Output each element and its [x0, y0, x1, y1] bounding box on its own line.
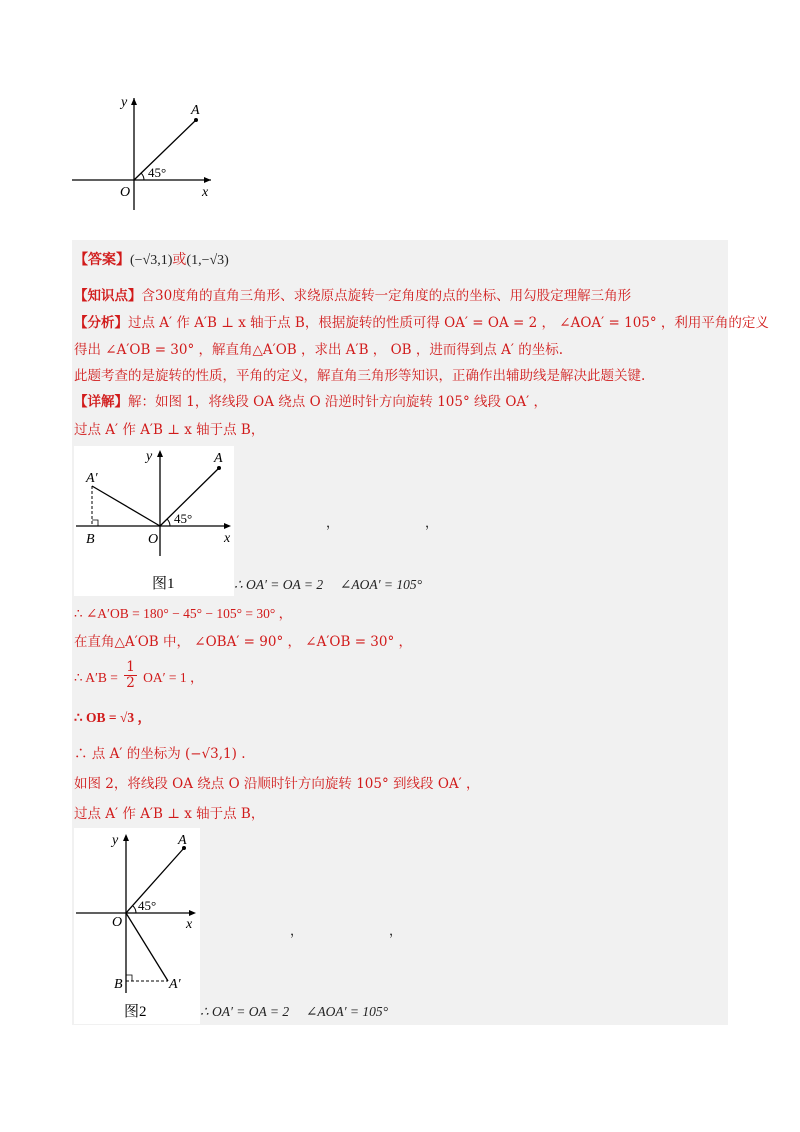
fig2-caption: 图2 — [124, 1004, 147, 1020]
figure-2 — [74, 828, 200, 1024]
fig2-x-label: x — [186, 917, 193, 932]
x-axis-arrow — [204, 177, 211, 183]
detail-line-fig2: 如图 2，将线段 OA 绕点 O 沿顺时针方向旋转 105° 到线段 OA′ ， — [74, 776, 480, 792]
step-3-fraction — [124, 660, 137, 691]
fig2-comma-c: ， — [290, 924, 304, 939]
fig1-point-a-dot — [217, 466, 221, 470]
fig2-comma-d: ， — [389, 924, 403, 939]
knowledge-text: 含30度角的直角三角形、求绕原点旋转一定角度的点的坐标、用勾股定理解三角形 — [141, 288, 632, 304]
point-a-label: A — [191, 103, 200, 118]
fig1-angle-label: 45° — [174, 511, 193, 526]
origin-label: O — [120, 185, 131, 200]
fig1-origin-label: O — [148, 532, 159, 547]
step-3-right: OA′ = 1 ， — [143, 670, 204, 685]
angle-arc — [141, 173, 144, 180]
x-label: x — [202, 185, 209, 200]
fig2-y-label: y — [112, 833, 119, 848]
fig1-a-prime-label: A′ — [86, 471, 98, 486]
fig1-angle-arc — [167, 519, 170, 526]
analysis-tag: 【分析】 — [74, 315, 128, 331]
figure-1-svg — [74, 446, 234, 596]
step-3-denominator: 2 — [126, 675, 135, 691]
figure-top — [66, 92, 226, 216]
detail-line-1 — [74, 392, 547, 412]
detail-line-fig2b: 过点 A′ 作 A′B ⊥ x 轴于点 B， — [74, 806, 265, 822]
figure-2-svg — [74, 828, 200, 1024]
analysis-line-2 — [74, 340, 563, 360]
fig1-x-label: x — [224, 531, 231, 546]
fig1-a-label: A — [214, 451, 223, 466]
answer-connector: 或 — [172, 252, 187, 268]
point-a-dot — [194, 118, 198, 122]
step-3-numerator: 1 — [126, 659, 135, 675]
fig2-segment-oa-prime — [126, 913, 168, 981]
fig1-equation: ∴ OA′ = OA = 2 ∠AOA′ = 105° — [234, 577, 423, 592]
fig1-x-arrow — [224, 523, 231, 529]
fig2-angle-arc — [133, 906, 136, 913]
figure-1 — [74, 446, 234, 596]
fig1-segment-oa-prime — [92, 486, 160, 526]
fig2-b-label: B — [114, 977, 123, 992]
y-label: y — [121, 95, 128, 110]
fig1-y-label: y — [146, 449, 153, 464]
fig2-right-angle-mark — [126, 975, 132, 981]
step-3 — [74, 660, 204, 694]
answer-line — [74, 250, 229, 271]
answer-value-2: (1,−√3) — [186, 253, 229, 268]
step-3-left: ∴ A′B = — [74, 670, 118, 685]
analysis-text-2: 得出 ∠A′OB = 30° ，解直角△A′OB ，求出 A′B ， OB ，进而得到点 A′ 的坐标. — [74, 342, 564, 358]
y-axis-arrow — [131, 98, 137, 105]
angle-label: 45° — [148, 165, 167, 180]
detail-tag: 【详解】 — [74, 394, 128, 410]
detail-text-1: 解：如图 1，将线段 OA 绕点 O 沿逆时针方向旋转 105° 线段 OA′ ， — [128, 394, 547, 410]
knowledge-tag: 【知识点】 — [74, 288, 142, 304]
fig2-angle-label: 45° — [138, 898, 157, 913]
answer-value-1: (−√3,1) — [130, 253, 173, 268]
fig2-origin-label: O — [112, 915, 123, 930]
step-4: ∴ OB = √3 ， — [74, 710, 151, 725]
step-1: ∴ ∠A′OB = 180° − 45° − 105° = 30° ， — [74, 606, 293, 621]
fig1-caption: 图1 — [152, 576, 175, 592]
fig2-a-label: A — [178, 833, 187, 848]
knowledge-line — [74, 286, 631, 306]
fig2-equation: ∴ OA′ = OA = 2 ∠AOA′ = 105° — [200, 1004, 389, 1019]
analysis-text-3: 此题考查的是旋转的性质，平角的定义，解直角三角形等知识，正确作出辅助线是解决此题关键. — [74, 368, 646, 384]
detail-line-2 — [74, 420, 264, 440]
fig1-b-label: B — [86, 532, 95, 547]
answer-tag: 【答案】 — [74, 252, 130, 268]
analysis-line-1 — [74, 313, 769, 333]
fig2-y-arrow — [123, 834, 129, 841]
detail-text-2: 过点 A′ 作 A′B ⊥ x 轴于点 B， — [74, 422, 265, 438]
fig1-y-arrow — [157, 450, 163, 457]
fig2-a-prime-label: A′ — [169, 977, 181, 992]
fig1-comma-b: ， — [425, 516, 439, 531]
step-2: 在直角△A′OB 中， ∠OBA′ = 90° ， ∠A′OB = 30° ， — [74, 634, 413, 650]
fig1-right-angle-mark — [92, 520, 98, 526]
fig2-x-arrow — [189, 910, 196, 916]
analysis-line-3 — [74, 366, 645, 386]
fig1-comma-a: ， — [326, 516, 340, 531]
analysis-text-1: 过点 A′ 作 A′B ⊥ x 轴于点 B，根据旋转的性质可得 OA′ = OA = 2 ， ∠AOA′ = 105° ，利用平角的定义 — [128, 315, 769, 331]
step-5: ∴ 点 A′ 的坐标为 (−√3,1) . — [74, 746, 246, 762]
